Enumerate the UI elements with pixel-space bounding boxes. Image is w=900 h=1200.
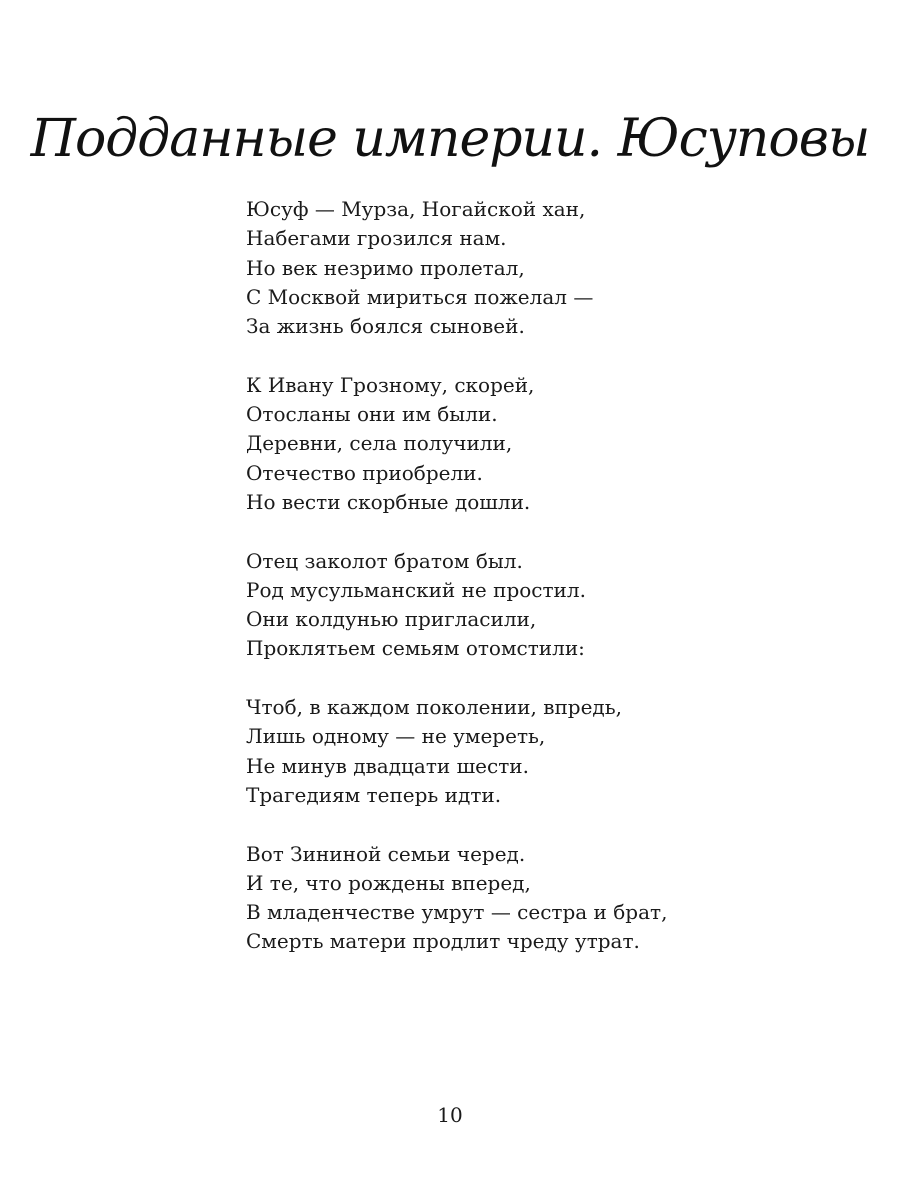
poem-line: Род мусульманский не простил. (246, 577, 586, 602)
poem-line: С Москвой мириться пожелал — (246, 284, 594, 309)
poem (246, 195, 766, 986)
poem-line: К Ивану Грозному, скорей, (246, 372, 535, 397)
poem-line: Проклятьем семьям отомстили: (246, 636, 585, 661)
poem-line: Деревни, села получили, (246, 431, 513, 456)
poem-line: Юсуф — Мурза, Ногайской хан, (246, 197, 586, 221)
page-number: 10 (437, 1103, 463, 1127)
stanza (246, 195, 766, 341)
stanza (246, 547, 766, 664)
poem-line: Но век незримо пролетал, (246, 255, 525, 280)
poem-line: В младенчестве умрут — сестра и брат, (246, 900, 668, 925)
poem-line: Набегами грозился нам. (246, 226, 507, 251)
stanza (246, 693, 766, 810)
poem-line: Они колдунью пригласили, (246, 607, 537, 632)
stanza (246, 840, 766, 957)
poem-line: Вот Зининой семьи черед. (246, 841, 526, 866)
poem-line: Лишь одному — не умереть, (246, 724, 546, 749)
poem-line: Смерть матери продлит чреду утрат. (246, 929, 640, 954)
page-title: Подданные империи. Юсуповы (30, 109, 870, 169)
poem-line: Отосланы они им были. (246, 402, 498, 427)
poem-line: Отец заколот братом был. (246, 548, 523, 573)
stanza (246, 371, 766, 517)
poem-line: Трагедиям теперь идти. (246, 782, 502, 807)
poem-line: Но вести скорбные дошли. (246, 489, 531, 514)
poem-line: Не минув двадцати шести. (246, 753, 529, 778)
poem-line: За жизнь боялся сыновей. (246, 314, 525, 339)
poem-line: И те, что рождены вперед, (246, 870, 531, 895)
poem-line: Отечество приобрели. (246, 460, 483, 485)
poem-line: Чтоб, в каждом поколении, впредь, (246, 695, 622, 720)
